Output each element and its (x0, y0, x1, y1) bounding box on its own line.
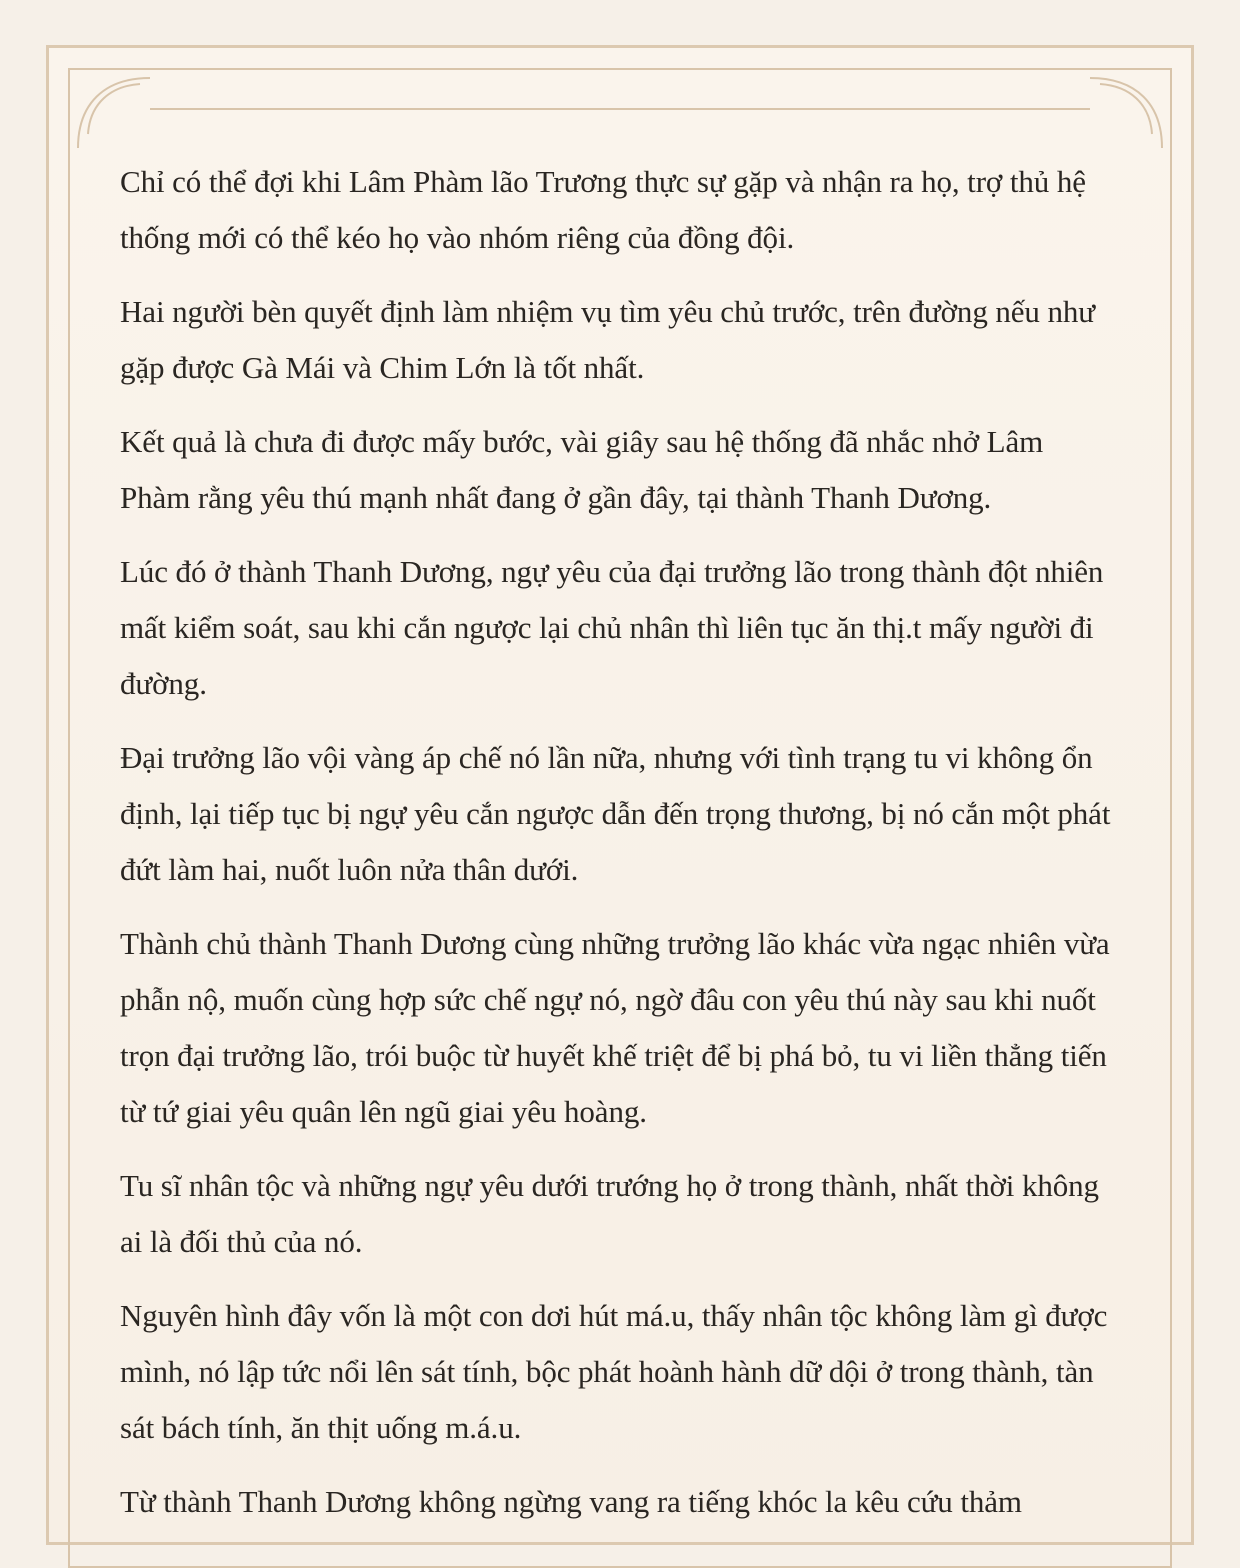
paragraph: Từ thành Thanh Dương không ngừng vang ra tiếng khóc la kêu cứu thảm (120, 1484, 1022, 1519)
corner-flourish-icon (1086, 74, 1166, 150)
paragraph: Lúc đó ở thành Thanh Dương, ngự yêu của đại trưởng lão trong thành đột nhiên mất kiểm soát, sau khi cắn ngược lại chủ nhân thì liên tục ăn thị.t mấy người đi đường. (120, 554, 1104, 701)
paragraph: Tu sĩ nhân tộc và những ngự yêu dưới trướng họ ở trong thành, nhất thời không ai là đối thủ của nó. (120, 1168, 1099, 1259)
paragraph: Kết quả là chưa đi được mấy bước, vài giây sau hệ thống đã nhắc nhở Lâm Phàm rằng yêu thú mạnh nhất đang ở gần đây, tại thành Thanh Dương. (120, 424, 1044, 515)
corner-flourish-icon (74, 74, 154, 150)
article-body (120, 154, 1120, 1548)
paragraph: Đại trưởng lão vội vàng áp chế nó lần nữa, nhưng với tình trạng tu vi không ổn định, lại tiếp tục bị ngự yêu cắn ngược dẫn đến trọng thương, bị nó cắn một phát đứt làm hai, nuốt luôn nửa thân dưới. (120, 740, 1111, 887)
paragraph: Hai người bèn quyết định làm nhiệm vụ tìm yêu chủ trước, trên đường nếu như gặp được Gà Mái và Chim Lớn là tốt nhất. (120, 294, 1095, 385)
header-divider (150, 108, 1090, 110)
paragraph: Chỉ có thể đợi khi Lâm Phàm lão Trương thực sự gặp và nhận ra họ, trợ thủ hệ thống mới có thể kéo họ vào nhóm riêng của đồng đội. (120, 164, 1086, 255)
paragraph: Nguyên hình đây vốn là một con dơi hút má.u, thấy nhân tộc không làm gì được mình, nó lập tức nổi lên sát tính, bộc phát hoành hành dữ dội ở trong thành, tàn sát bách tính, ăn thịt uống m.á.u. (120, 1298, 1108, 1445)
paragraph: Thành chủ thành Thanh Dương cùng những trưởng lão khác vừa ngạc nhiên vừa phẫn nộ, muốn cùng hợp sức chế ngự nó, ngờ đâu con yêu thú này sau khi nuốt trọn đại trưởng lão, trói buộc từ huyết khế triệt để bị phá bỏ, tu vi liền thẳng tiến từ tứ giai yêu quân lên ngũ giai yêu hoàng. (120, 926, 1110, 1129)
